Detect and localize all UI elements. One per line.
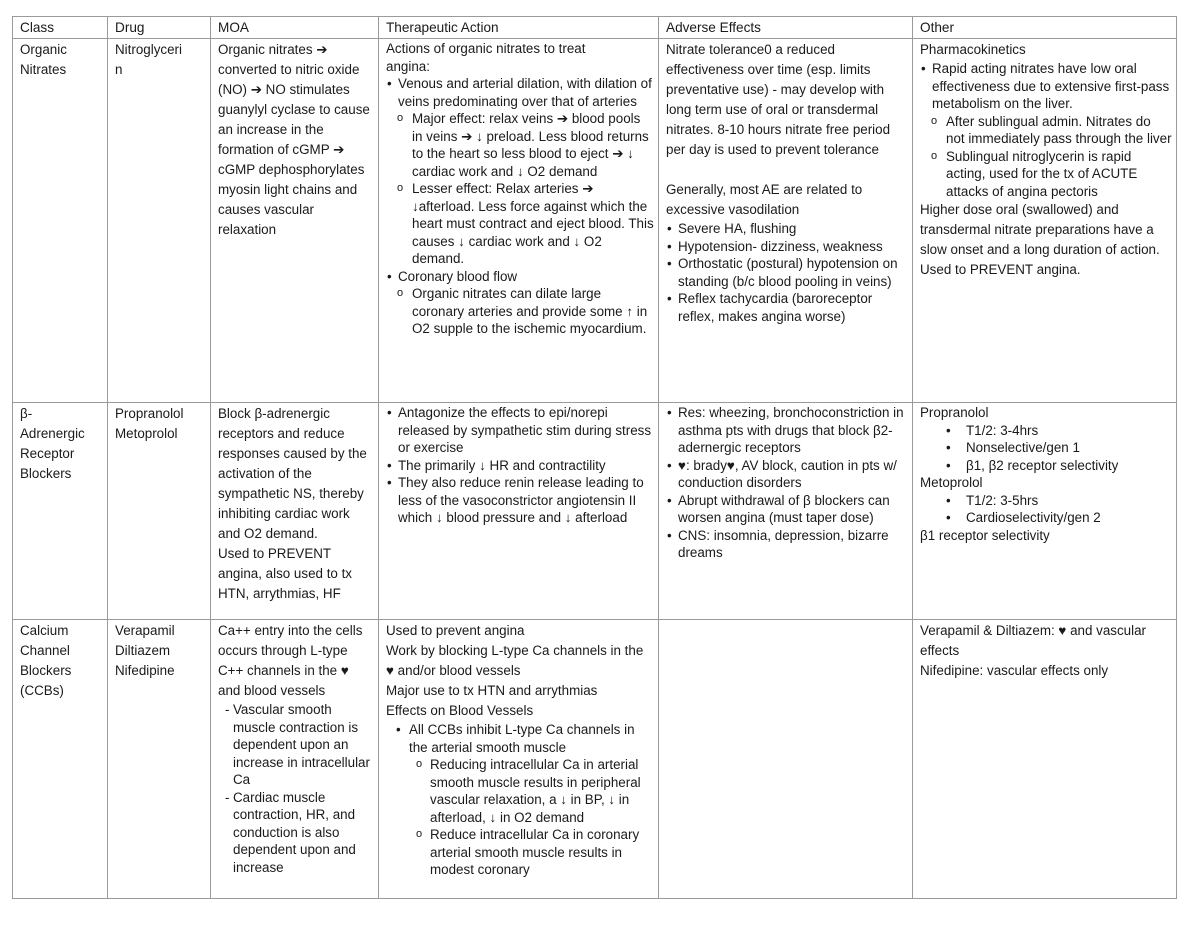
class-line: Channel [20,643,70,658]
cell-moa [211,39,379,403]
ta-bullet-text: All CCBs inhibit L-type Ca channels in the arterial smooth muscle [409,722,635,755]
list-item [386,268,654,338]
drug-line: Diltiazem [115,643,171,658]
list-item [386,75,654,268]
list-item: • Res: wheezing, bronchoconstriction in asthma pts with drugs that block β2-adernergic receptors [666,404,908,457]
list-item: • They also reduce renin release leading to less of the vasoconstrictor angiotensin II which ↓ blood pressure and ↓ afterload [386,474,654,527]
class-line: Calcium [20,623,69,638]
class-line: Adrenergic [20,426,85,441]
ta-intro-line: Actions of organic nitrates to treat [386,41,586,56]
list-item: • Antagonize the effects to epi/norepi released by sympathetic stim during stress or exercise [386,404,654,457]
list-item [920,60,1172,200]
drug-line: Propranolol [115,406,184,421]
list-item: • Nonselective/gen 1 [920,439,1172,457]
class-line: Receptor [20,446,75,461]
moa-text: Block β-adrenergic receptors and reduce responses caused by the activation of the sympathetic NS, thereby inhibiting cardiac work and O2 demand. [218,406,367,541]
drug-line: Metoprolol [115,426,178,441]
class-line: Nitrates [20,62,67,77]
header-adverse-effects: Adverse Effects [659,17,913,39]
list-item: • Severe HA, flushing [666,220,908,238]
cell-adverse-effects [659,620,913,899]
cell-class [13,620,108,899]
list-item: - Vascular smooth muscle contraction is dependent upon an increase in intracellular Ca [218,701,374,789]
class-line: Blockers [20,663,72,678]
cell-therapeutic-action [379,403,659,620]
header-moa: MOA [211,17,379,39]
cell-other [913,403,1177,620]
other-paragraph: Higher dose oral (swallowed) and transdermal nitrate preparations have a slow onset and a long duration of action. Used to PREVENT angina. [920,202,1160,277]
moa-text: Used to PREVENT angina, also used to tx HTN, arrythmias, HF [218,546,352,601]
list-item: • Cardioselectivity/gen 2 [920,509,1172,527]
table-row-beta-blockers [13,403,1177,620]
moa-text: Organic nitrates ➔ converted to nitric oxide (NO) ➔ NO stimulates guanylyl cyclase to cause an increase in the formation of cGMP ➔ cGMP dephosphorylates myosin light chains and causes vascular relaxation [218,42,370,237]
other-paragraph: β1 receptor selectivity [920,527,1050,543]
drug-line: Nifedipine [115,663,175,678]
ta-paragraph: Used to prevent angina [386,623,525,638]
table-row-ccbs [13,620,1177,899]
list-item: o After sublingual admin. Nitrates do not immediately pass through the liver [920,113,1172,148]
list-item: o Lesser effect: Relax arteries ➔ ↓afterload. Less force against which the heart must contract and eject blood. This causes ↓ cardiac work and ↓ O2 demand. [386,180,654,268]
list-item: o Organic nitrates can dilate large coronary arteries and provide some ↑ in O2 supple to the ischemic myocardium. [386,285,654,338]
class-line: β- [20,406,33,421]
list-item: o Reducing intracellular Ca in arterial smooth muscle results in peripheral vascular relaxation, a ↓ in BP, ↓ in afterload, ↓ in O2 demand [386,756,654,826]
other-paragraph: Verapamil & Diltiazem: ♥ and vascular effects [920,623,1147,658]
cell-moa [211,403,379,620]
header-drug: Drug [108,17,211,39]
header-row [13,17,1177,39]
cell-drug [108,403,211,620]
header-therapeutic-action: Therapeutic Action [379,17,659,39]
list-item: • ♥: brady♥, AV block, caution in pts w/ conduction disorders [666,457,908,492]
list-item: o Sublingual nitroglycerin is rapid acting, used for the tx of ACUTE attacks of angina pectoris [920,148,1172,201]
list-item: • The primarily ↓ HR and contractility [386,457,654,475]
class-line: (CCBs) [20,683,64,698]
list-item: • T1/2: 3-5hrs [920,492,1172,510]
cell-drug [108,620,211,899]
list-item: • Abrupt withdrawal of β blockers can worsen angina (must taper dose) [666,492,908,527]
other-title: Propranolol [920,405,989,420]
cell-therapeutic-action [379,39,659,403]
list-item: • β1, β2 receptor selectivity [920,457,1172,475]
ta-paragraph: Major use to tx HTN and arrythmias [386,683,598,698]
list-item: • Reflex tachycardia (baroreceptor reflex, makes angina worse) [666,290,908,325]
header-class: Class [13,17,108,39]
cell-moa [211,620,379,899]
other-paragraph: Nifedipine: vascular effects only [920,663,1109,678]
cell-class [13,403,108,620]
class-line: Blockers [20,466,72,481]
cell-other [913,39,1177,403]
list-item: • Hypotension- dizziness, weakness [666,238,908,256]
cell-adverse-effects [659,39,913,403]
list-item: - Cardiac muscle contraction, HR, and conduction is also dependent upon and increase [218,789,374,877]
ta-bullet-text: Coronary blood flow [398,268,518,284]
table-row-organic-nitrates [13,39,1177,403]
list-item: o Major effect: relax veins ➔ blood pools in veins ➔ ↓ preload. Less blood returns to the heart so less blood to eject ➔ ↓ cardiac work and ↓ O2 demand [386,110,654,180]
list-item [386,721,654,879]
cell-class [13,39,108,403]
antianginal-drug-table [12,16,1177,899]
drug-line: Verapamil [115,623,175,638]
list-item: o Reduce intracellular Ca in coronary arterial smooth muscle results in modest coronary [386,826,654,879]
drug-line: Nitroglyceri [115,42,182,57]
cell-therapeutic-action [379,620,659,899]
drug-line: n [115,62,123,77]
ae-paragraph: Generally, most AE are related to excessive vasodilation [666,182,863,217]
ae-paragraph: Nitrate tolerance0 a reduced effectiveness over time (esp. limits preventative use) - may develop with long term use of oral or transdermal nitrates. 8-10 hours nitrate free period per day is used to prevent tolerance [666,42,891,157]
header-other: Other [913,17,1177,39]
list-item: • T1/2: 3-4hrs [920,422,1172,440]
drug-table-sheet [12,16,1176,899]
list-item: • Orthostatic (postural) hypotension on standing (b/c blood pooling in veins) [666,255,908,290]
class-line: Organic [20,42,67,57]
ta-paragraph: Effects on Blood Vessels [386,703,534,718]
ta-bullet-text: Venous and arterial dilation, with dilation of veins predominating over that of arteries [398,76,652,109]
other-title: Metoprolol [920,475,983,490]
other-bullet-text: Rapid acting nitrates have low oral effectiveness due to extensive first-pass metabolism on the liver. [932,61,1170,111]
moa-text: Ca++ entry into the cells occurs through L-type C++ channels in the ♥ and blood vessels [218,623,363,698]
list-item: • CNS: insomnia, depression, bizarre dreams [666,527,908,562]
cell-drug [108,39,211,403]
other-title: Pharmacokinetics [920,42,1026,57]
ta-intro-line: angina: [386,58,430,74]
cell-other [913,620,1177,899]
ta-paragraph: Work by blocking L-type Ca channels in the ♥ and/or blood vessels [386,643,644,678]
cell-adverse-effects [659,403,913,620]
